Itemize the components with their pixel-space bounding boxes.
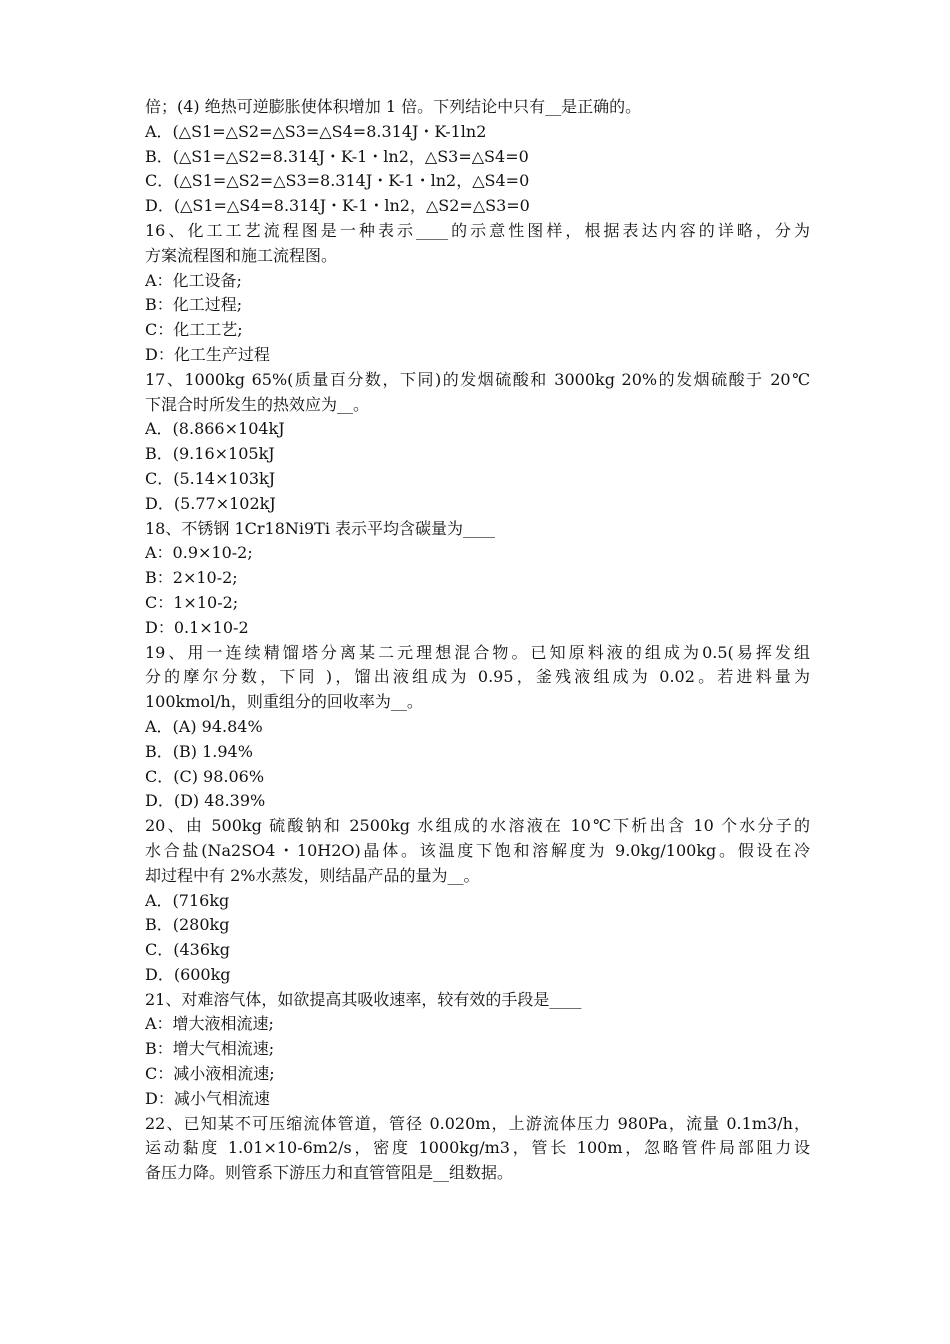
option-d: D：减小气相流速 [145, 1088, 270, 1108]
question-22: 22、已知某不可压缩流体管道，管径 0.020m，上游流体压力 980Pa，流量 0.1m3/h， [145, 1113, 810, 1133]
option-a: A：增大液相流速; [145, 1014, 274, 1034]
option-b: B．(△S1=△S2=8.314J・K-1・ln2，△S3=△S4=0 [145, 146, 529, 166]
question-20-continuation: 却过程中有 2%水蒸发，则结晶产品的量为__。 [145, 865, 480, 885]
question-17-continuation: 下混合时所发生的热效应为__。 [145, 394, 370, 414]
question-16-continuation: 方案流程图和施工流程图。 [145, 245, 338, 265]
option-a: A：化工设备; [145, 270, 242, 290]
option-c: C．(5.14×103kJ [145, 468, 276, 488]
option-b: B．(9.16×105kJ [145, 444, 275, 464]
question-22-continuation: 备压力降。则管系下游压力和直管管阻是__组数据。 [145, 1163, 514, 1183]
option-d: D：0.1×10-2 [145, 617, 249, 637]
question-20-continuation: 水合盐(Na2SO4・10H2O)晶体。该温度下饱和溶解度为 9.0kg/100kg。假设在冷 [145, 840, 810, 860]
option-a: A．(716kg [145, 890, 230, 910]
option-a: A．(A) 94.84% [145, 716, 263, 736]
option-d: D．(5.77×102kJ [145, 493, 276, 513]
option-b: B．(B) 1.94% [145, 741, 253, 761]
option-b: B：增大气相流速; [145, 1039, 275, 1059]
question-16: 16、化工工艺流程图是一种表示____的示意性图样，根据表达内容的详略，分为 [145, 220, 810, 240]
question-21: 21、对难溶气体，如欲提高其吸收速率，较有效的手段是____ [145, 989, 582, 1009]
document-page [145, 95, 810, 1186]
option-d: D．(600kg [145, 964, 231, 984]
option-c: C．(△S1=△S2=△S3=8.314J・K-1・ln2，△S4=0 [145, 171, 530, 191]
option-c: C：减小液相流速; [145, 1064, 275, 1084]
question-15-continuation: 倍；(4) 绝热可逆膨胀使体积增加 1 倍。下列结论中只有__是正确的。 [145, 97, 642, 116]
question-20: 20、由 500kg 硫酸钠和 2500kg 水组成的水溶液在 10℃下析出含 10 个水分子的 [145, 816, 810, 836]
option-a: A．(△S1=△S2=△S3=△S4=8.314J・K-1ln2 [145, 121, 487, 141]
question-17: 17、1000kg 65%(质量百分数，下同)的发烟硫酸和 3000kg 20%的发烟硫酸于 20℃ [145, 369, 810, 389]
question-19-continuation: 100kmol/h，则重组分的回收率为__。 [145, 692, 423, 712]
option-d: D：化工生产过程 [145, 344, 270, 364]
option-c: C：1×10-2; [145, 592, 239, 612]
option-b: B：化工过程; [145, 295, 243, 315]
option-d: D．(△S1=△S4=8.314J・K-1・ln2，△S2=△S3=0 [145, 196, 530, 216]
option-c: C：化工工艺; [145, 320, 243, 340]
option-a: A．(8.866×104kJ [145, 419, 285, 439]
question-19: 19、用一连续精馏塔分离某二元理想混合物。已知原料液的组成为0.5(易挥发组 [145, 642, 810, 662]
option-b: B．(280kg [145, 915, 230, 935]
option-d: D．(D) 48.39% [145, 791, 266, 811]
option-b: B：2×10-2; [145, 568, 238, 588]
question-22-continuation: 运动黏度 1.01×10-6m2/s，密度 1000kg/m3，管长 100m，忽略管件局部阻力设 [145, 1138, 810, 1158]
option-c: C．(C) 98.06% [145, 766, 265, 786]
option-c: C．(436kg [145, 940, 230, 960]
question-19-continuation: 分的摩尔分数，下同 )，馏出液组成为 0.95，釜残液组成为 0.02。若进料量为 [145, 667, 810, 687]
question-18: 18、不锈钢 1Cr18Ni9Ti 表示平均含碳量为____ [145, 518, 496, 538]
option-a: A：0.9×10-2; [145, 543, 253, 563]
